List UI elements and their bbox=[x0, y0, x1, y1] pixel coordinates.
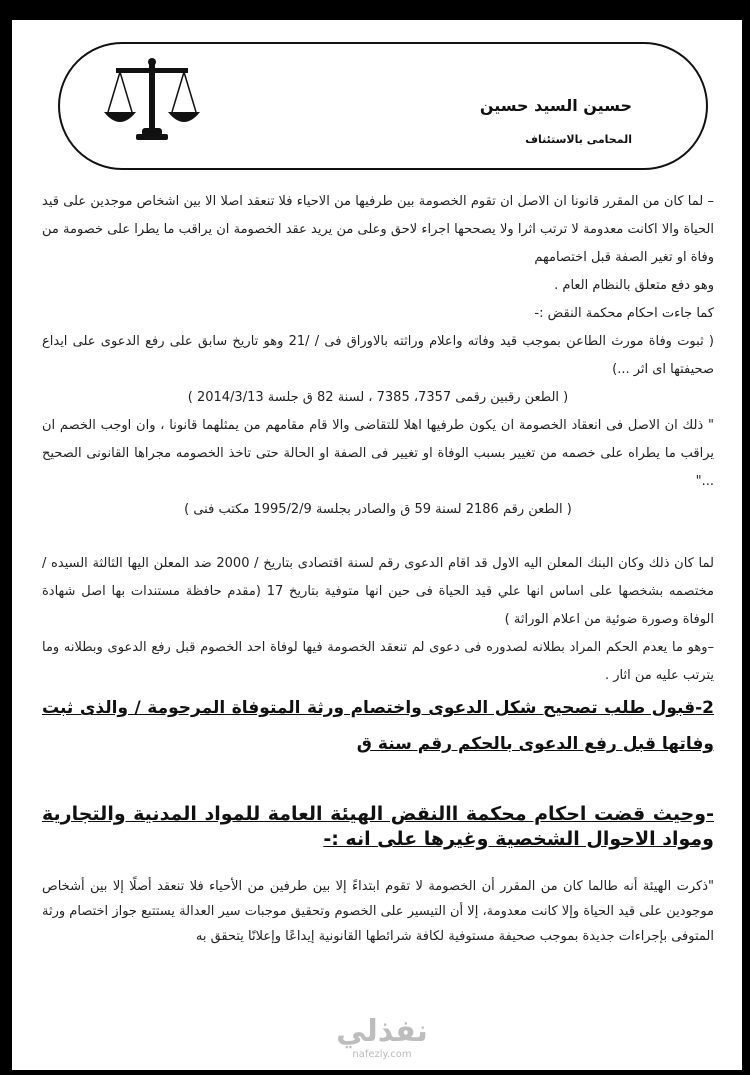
watermark-url: nafezly.com bbox=[352, 1049, 412, 1060]
paragraph-6: " ذلك ان الاصل فى انعقاد الخصومة ان يكون طرفيها اهلا للتقاضى والا قام مقامهم من يمثلهما قانونا ، وان اوجب الخصم ان يراقب ما يطراه على خصمه من تغيير بسبب الوفاة او تغيير فى الصفة او الحالة حتى تاخذ الخصومه مجراها القانونى الصحيح ..." bbox=[42, 418, 714, 489]
citation-1: ( الطعن رقبين رقمى 7357، 7385 ، لسنة 82 ق جلسة 2014/3/13 ) bbox=[187, 390, 569, 405]
document-body bbox=[42, 188, 714, 949]
section-heading-3: -وحيث قضت احكام محكمة االنقض الهيئة العامة للمواد المدنية والتجارية ومواد الاحوال الشخصية وغيرها على انه :- bbox=[42, 803, 714, 850]
watermark bbox=[312, 1015, 452, 1060]
quote-paragraph: "ذكرت الهيئة أنه طالما كان من المقرر أن الخصومة لا تقوم ابتداءً إلا بين طرفين من الأحياء فلا تنعقد أصلًا إلا بين أشخاص موجودين على قيد الحياة وإلا كانت معدومة، إلا أن التيسير على الخصوم وتحقيق موجبات سير العدالة يستتبع جواز اختصام ورثة المتوفى بإجراءات جديدة بموجب صحيفة مستوفية لكافة شرائطها القانونية إيداعًا وإعلانًا يتحقق به bbox=[42, 879, 714, 944]
paragraph-9: –وهو ما يعدم الحكم المراد بطلانه لصدوره فى دعوى لم تنعقد الخصومة فيها لوفاة احد الخصوم قبل رفع الدعوى وبطلانه وما يترتب عليه من اثار . bbox=[42, 640, 714, 683]
paragraph-3: كما جاءت احكام محكمة النقض :- bbox=[534, 306, 714, 321]
lawyer-title: المحامى بالاستئناف bbox=[525, 133, 632, 146]
watermark-logo: نفذلي bbox=[336, 1014, 428, 1049]
citation-2: ( الطعن رقم 2186 لسنة 59 ق والصادر بجلسة 1995/2/9 مكتب فنى ) bbox=[184, 502, 572, 517]
paragraph-2: وهو دفع متعلق بالنظام العام . bbox=[554, 278, 714, 293]
paragraph-4: ( ثبوت وفاة مورث الطاعن بموجب قيد وفاته واعلام وراثته بالاوراق فى / /21 وهو تاريخ سابق على رفع الدعوى على ايداع صحيفتها اى اثر ...) bbox=[42, 334, 715, 377]
section-number: 2- bbox=[695, 698, 714, 718]
document-page bbox=[12, 20, 742, 1070]
section-heading-2 bbox=[42, 690, 714, 762]
paragraph-8: لما كان ذلك وكان البنك المعلن اليه الاول قد اقام الدعوى رقم لسنة اقتصادى بتاريخ / 2000 ضد المعلن اليها الثالثة السيده / مختصمه بشخصها على اساس انها علي قيد الحياة فى حين انها متوفية بتاريخ 17 (مقدم حافظة مستندات بها اصل شهادة الوفاة وصورة ضوئية من اعلام الوراثة ) bbox=[42, 556, 714, 627]
lawyer-name: حسين السيد حسين bbox=[479, 96, 632, 115]
section-heading-text: قبول طلب تصحيح شكل الدعوى واختصام ورثة المتوفاة المرحومة / والذى ثبت وفاتها قبل رفع الدعوى بالحكم رقم سنة ق bbox=[42, 698, 714, 754]
scales-of-justice-icon bbox=[102, 54, 202, 149]
paragraph-1: – لما كان من المقرر قانونا ان الاصل ان تقوم الخصومة بين طرفيها من الاحياء فلا تنعقد اصلا الا بين اشخاص موجدين على قيد الحياة والا اكانت معدومة لا ترتب اثرا ولا يصححها اجراء لاحق وعلى من يريد عقد الخصومة ان يراقب ما يطرا على خصومة من وفاة او تغير الصفة قبل اختصامهم bbox=[42, 194, 714, 265]
letterhead bbox=[58, 42, 708, 170]
